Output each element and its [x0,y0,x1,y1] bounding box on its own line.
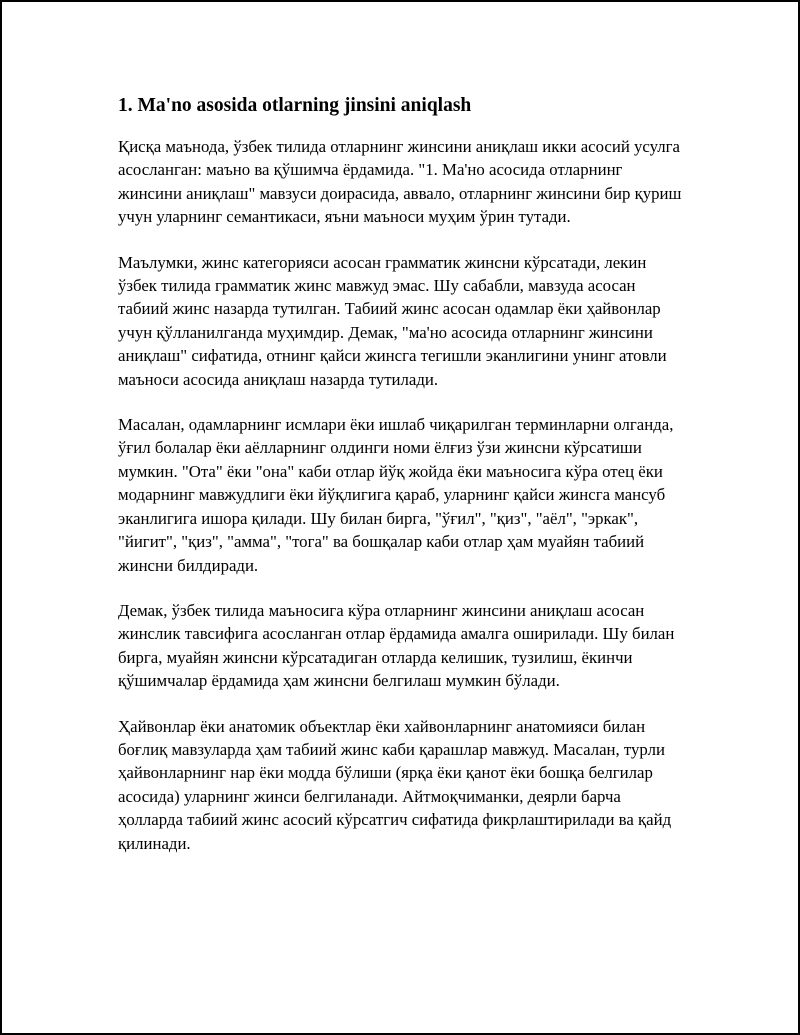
paragraph-4: Демак, ўзбек тилида маъносига кўра отларнинг жинсини аниқлаш асосан жинслик тавсифига асосланган отлар ёрдамида амалга оширилади. Шу билан бирга, муайян жинсни кўрсатадиган отларда келишик, тузилиш, ёкинчи қўшимчалар ёрдамида ҳам жинсни белгилаш мумкин бўлади. [118,600,675,691]
paragraph-5: Ҳайвонлар ёки анатомик объектлар ёки хайвонларнинг анатомияси билан боғлиқ мавзуларда ҳам табиий жинс каби қарашлар мавжуд. Масалан, турли ҳайвонларнинг нар ёки модда бўлиши (ярқа ёки қанот ёки бошқа белгилар асосида) уларнинг жинси белгиланади. Айтмоқчиманки, деярли барча ҳолларда табиий жинс асосий кўрсатгич сифатида фикрлаштирилади ва қайд қилинади. [118,716,672,853]
document-title: 1. Ma'no asosida otlarning jinsini aniqlash [118,95,472,116]
paragraph-2: Маълумки, жинс категорияси асосан грамматик жинсни кўрсатади, лекин ўзбек тилида грамматик жинс мавжуд эмас. Шу сабабли, мавзуда асосан табиий жинс назарда тутилган. Табиий жинс асосан одамлар ёки ҳайвонлар учун қўлланилганда муҳимдир. Демак, "ма'но асосида отларнинг жинсини аниқлаш" сифатида, отнинг қайси жинсга тегишли эканлигини унинг атовли маъноси асосида аниқлаш назарда тутилади. [118,252,667,389]
document-body [118,94,688,877]
paragraph-3: Масалан, одамларнинг исмлари ёки ишлаб чиқарилган терминларни олганда, ўғил болалар ёки аёлларнинг олдинги номи ёлғиз ўзи жинсни кўрсатиши мумкин. "Ота" ёки "она" каби отлар йўқ жойда ёки маъносига кўра отец ёки модарнинг мавжудлиги ёки йўқлигига қараб, уларнинг қайси жинсга мансуб эканлигига ишора қилади. Шу билан бирга, "ўғил", "қиз", "аёл", "эркак", "йигит", "қиз", "амма", "тога" ва бошқалар каби отлар ҳам муайян табиий жинсни билдиради. [118,415,674,575]
paragraph-1: Қисқа маънода, ўзбек тилида отларнинг жинсини аниқлаш икки асосий усулга асосланган: маъно ва қўшимча ёрдамида. "1. Ма'но асосида отларнинг жинсини аниқлаш" мавзуси доирасида, аввало, отларнинг жинсини бир қуриш учун уларнинг семантикаси, яъни маъноси муҳим ўрин тутади. [118,137,682,227]
